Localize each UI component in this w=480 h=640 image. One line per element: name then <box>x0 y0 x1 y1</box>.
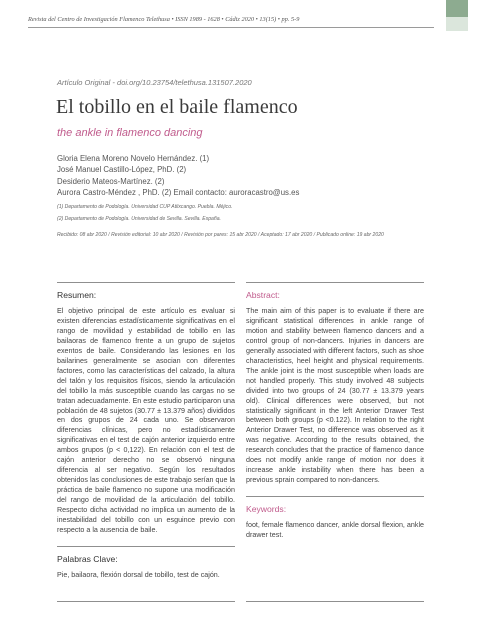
bottom-rule-left <box>57 601 235 602</box>
journal-header: Revista del Centro de Investigación Flamenco Telethusa • ISSN 1989 - 1628 • Cádiz 2020 • 13(15) • pp. 5-9 <box>28 16 300 23</box>
article-subtitle: the ankle in flamenco dancing <box>57 127 203 139</box>
palabras-rule <box>57 546 235 547</box>
affiliation-list <box>57 202 232 225</box>
author-4: Aurora Castro-Méndez , PhD. (2) Email contacto: auroracastro@us.es <box>57 187 300 197</box>
keywords-heading: Keywords: <box>246 504 287 515</box>
right-column <box>246 282 424 541</box>
bottom-rule-right <box>246 601 424 602</box>
column-rule <box>246 282 424 283</box>
article-doi: Artículo Original - doi.org/10.23754/telethusa.131507.2020 <box>57 78 252 87</box>
palabras-heading: Palabras Clave: <box>57 553 118 564</box>
section-tab <box>446 0 468 17</box>
keywords-block <box>246 496 424 541</box>
keywords-text: foot, female flamenco dancer, ankle dorsal flexion, ankle drawer test. <box>246 521 424 540</box>
resumen-heading: Resumen: <box>57 290 97 300</box>
author-list <box>57 153 299 198</box>
palabras-text: Pie, bailaora, flexión dorsal de tobillo, test de cajón. <box>57 570 220 579</box>
column-rule <box>57 282 235 283</box>
palabras-block <box>57 546 235 581</box>
resumen-text: El objetivo principal de este artículo es evaluar si existen diferencias estadísticamente significativas en el rango de movilidad y estabilidad de tobillo en las bailaoras de flamenco frente a un grupo de sujetos exentos de baile. Considerando las lesiones en los bailarines generalmente se asocian con diferentes factores, como las características del calzado, la altura del talón y los requisitos físicos, siendo la articulación del tobillo la más susceptible cuando las cargas no se tratan adecuadamente. En este estudio participaron una población de 48 sujetos (30.77 ± 13.379 años) divididos en dos grupos de 24 cada uno. Se observaron diferencias clínicas, pero no estadísticamente significativas en el test de cajón anterior izquierdo entre ambos grupos (p < 0,122). En relación con el test de cajón anterior derecho no se observó ninguna diferencia al ser negativo. Según los resultados obtenidos las conclusiones de este trabajo serían que la práctica de baile flamenco no supone una modificación del rango de movilidad de la articulación del tobillo. Respecto dicha actividad no implica un aumento de la inestabilidad del tobillo con un esguince previo con respecto a la ausencia de baile. <box>57 307 235 534</box>
affiliation-1: (1) Departamento de Podología. Universidad CUP Atlixcango. Puebla. Méjico. <box>57 204 233 210</box>
author-2: José Manuel Castillo-López, PhD. (2) <box>57 165 187 175</box>
author-1: Gloria Elena Moreno Novelo Hernández. (1) <box>57 154 210 163</box>
keywords-rule <box>246 496 424 497</box>
article-dates: Recibido: 08 abr 2020 / Revisión editorial: 10 abr 2020 / Revisión por pares: 15 abr 2020 / Aceptado: 17 abr 2020 / Publicado online: 19 abr 2020 <box>57 232 384 238</box>
abstract-text: The main aim of this paper is to evaluate if there are significant statistical differences in ankle range of motion and stability between flamenco dancers and a control group of non-dancers. Injuries in dancers are generally associated with different factors, such as shoe characteristics, heel height and physical requirements. The ankle joint is the most susceptible when loads are not handled properly. This study involved 48 subjects divided into two groups of 24 (30.77 ± 13.379 years old). Clinical differences were observed, but not statistically significant in the left Anterior Drawer Test between both groups (p <0.122). In relation to the right Anterior Drawer Test, no difference was observed as it was negative. According to the results obtained, the research concludes that the practice of flamenco dance does not modify ankle range of motion nor does it increase ankle instability when there has been a previous sprain compared to non-dancers. <box>246 307 424 485</box>
header-rule <box>28 27 434 28</box>
article-title: El tobillo en el baile flamenco <box>56 96 298 118</box>
left-column <box>57 282 235 581</box>
abstract-heading: Abstract: <box>246 290 280 300</box>
section-tab-light <box>446 17 468 31</box>
author-3: Desiderio Mateos-Martínez. (2) <box>57 176 165 186</box>
affiliation-2: (2) Departamento de Podología. Universidad de Sevilla. Sevilla. España. <box>57 215 221 222</box>
